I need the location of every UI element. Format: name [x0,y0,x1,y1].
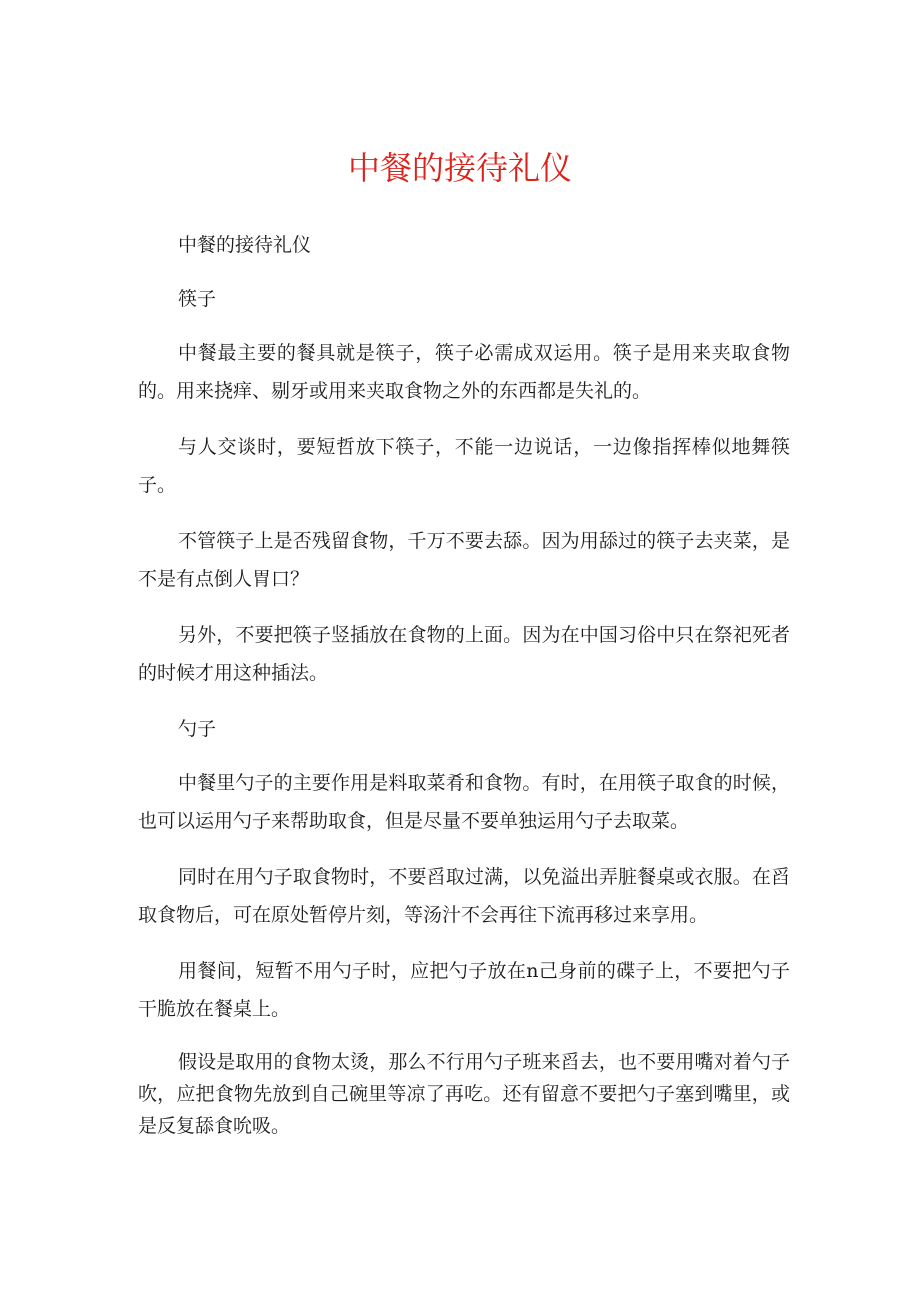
paragraph-subtitle: 中餐的接待礼仪 [178,234,312,256]
paragraph: 另外，不要把筷子竖插放在食物的上面。因为在中国习俗中只在祭祀死者的时候才用这种插法。 [138,624,790,684]
section-heading-spoon: 勺子 [178,718,217,740]
paragraph: 中餐最主要的餐具就是筷子，筷子必需成双运用。筷子是用来夹取食物的。用来挠痒、剔牙或用来夹取食物之外的东西都是失礼的。 [138,342,790,402]
paragraph: 假设是取用的食物太烫，那么不行用勺子班来舀去，也不要用嘴对着勺子吹，应把食物先放到自己碗里等凉了再吃。还有留意不要把勺子塞到嘴里，或是反复舔食吮吸。 [138,1051,790,1137]
paragraph: 用餐间，短暂不用勺子时，应把勺子放在n己身前的碟子上，不要把勺子干脆放在餐桌上。 [138,960,790,1020]
paragraph: 不管筷子上是否残留食物，千万不要去舔。因为用舔过的筷子去夹菜，是不是有点倒人胃口？ [138,530,790,590]
document-body [138,226,790,1142]
section-heading-chopsticks: 筷子 [178,288,217,310]
document-title: 中餐的接待礼仪 [347,149,572,187]
paragraph: 与人交谈时，要短哲放下筷子，不能一边说话，一边像指挥棒似地舞筷子。 [138,436,790,496]
paragraph: 同时在用勺子取食物时，不要舀取过满，以免溢出弄脏餐桌或衣服。在舀取食物后，可在原处暂停片刻，等汤汁不会再往下流再移过来享用。 [138,866,790,926]
paragraph: 中餐里勺子的主要作用是料取菜肴和食物。有时，在用筷子取食的时候，也可以运用勺子来帮助取食，但是尽量不要单独运用勺子去取菜。 [138,772,790,832]
